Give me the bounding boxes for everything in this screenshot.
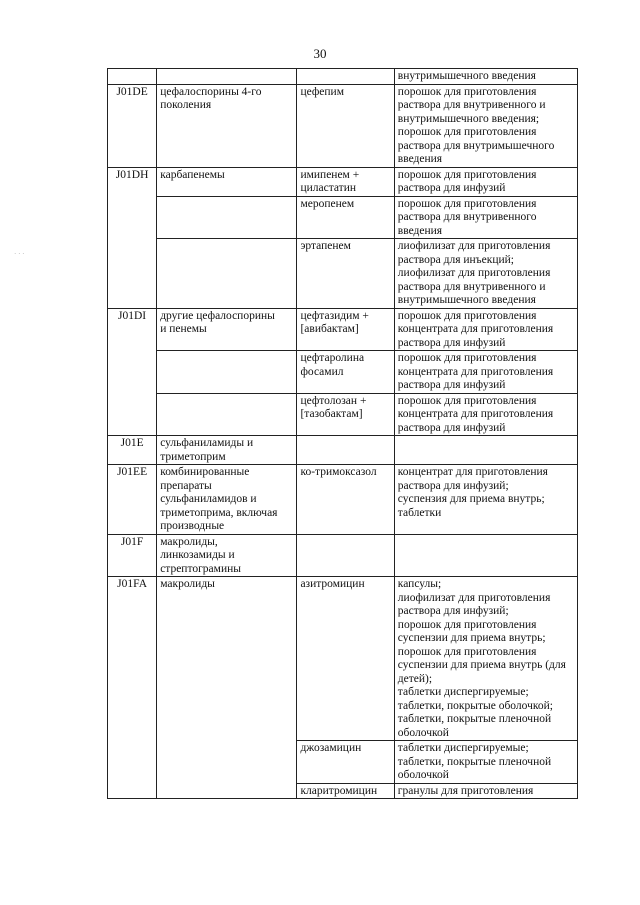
- table-row: [108, 393, 578, 436]
- table-row: [108, 351, 578, 394]
- group-cell: сульфаниламиды и триметоприм: [157, 436, 297, 465]
- group-cell: комбинированные препараты сульфаниламидов и триметоприма, включая производные: [157, 465, 297, 535]
- dosage-form-cell: порошок для приготовления концентрата для приготовления раствора для инфузий: [394, 351, 577, 394]
- dosage-form-cell: порошок для приготовления концентрата для приготовления раствора для инфузий: [394, 308, 577, 351]
- drug-name-cell: меропенем: [297, 196, 394, 239]
- drug-name-cell: цефтазидим + [авибактам]: [297, 308, 394, 351]
- code-cell: [108, 69, 157, 85]
- dosage-form-cell: [394, 436, 577, 465]
- code-cell: J01DI: [108, 308, 157, 436]
- group-cell: макролиды, линкозамиды и стрептограмины: [157, 534, 297, 577]
- group-cell: [157, 196, 297, 239]
- group-cell: [157, 393, 297, 436]
- table-row: [108, 239, 578, 309]
- table-row: [108, 196, 578, 239]
- code-cell: J01EE: [108, 465, 157, 535]
- drug-name-cell: [297, 534, 394, 577]
- code-cell: J01F: [108, 534, 157, 577]
- group-cell: макролиды: [157, 577, 297, 799]
- table-row: [108, 308, 578, 351]
- table-row: [108, 84, 578, 167]
- dosage-form-cell: порошок для приготовления концентрата для приготовления раствора для инфузий: [394, 393, 577, 436]
- drug-table: [107, 68, 578, 799]
- dosage-form-cell: внутримышечного введения: [394, 69, 577, 85]
- table-row: [108, 167, 578, 196]
- dosage-form-cell: порошок для приготовления раствора для внутривенного и внутримышечного введения; порошок для приготовления раствора для внутримышечного введения: [394, 84, 577, 167]
- table-row: [108, 436, 578, 465]
- group-cell: цефалоспорины 4-го поколения: [157, 84, 297, 167]
- drug-name-cell: цефтолозан + [тазобактам]: [297, 393, 394, 436]
- code-cell: J01DE: [108, 84, 157, 167]
- group-cell: [157, 351, 297, 394]
- dosage-form-cell: порошок для приготовления раствора для внутривенного введения: [394, 196, 577, 239]
- dosage-form-cell: [394, 534, 577, 577]
- table-row: [108, 69, 578, 85]
- drug-name-cell: эртапенем: [297, 239, 394, 309]
- table-row: [108, 465, 578, 535]
- drug-name-cell: азитромицин: [297, 577, 394, 741]
- dosage-form-cell: капсулы; лиофилизат для приготовления раствора для инфузий; порошок для приготовления суспензии для приема внутрь; порошок для приготовления суспензии для приема внутрь (для детей); таблетки диспергируемые; таблетки, покрытые оболочкой; таблетки, покрытые пленочной оболочкой: [394, 577, 577, 741]
- page-number: 30: [313, 46, 327, 61]
- drug-name-cell: ко-тримоксазол: [297, 465, 394, 535]
- dosage-form-cell: таблетки диспергируемые; таблетки, покрытые пленочной оболочкой: [394, 741, 577, 784]
- drug-name-cell: [297, 69, 394, 85]
- group-cell: другие цефалоспорины и пенемы: [157, 308, 297, 351]
- dosage-form-cell: порошок для приготовления раствора для инфузий: [394, 167, 577, 196]
- group-cell: [157, 69, 297, 85]
- drug-name-cell: цефтаролина фосамил: [297, 351, 394, 394]
- drug-name-cell: джозамицин: [297, 741, 394, 784]
- drug-name-cell: цефепим: [297, 84, 394, 167]
- margin-mark: · · ·: [14, 250, 25, 258]
- code-cell: J01DH: [108, 167, 157, 308]
- table-row: [108, 577, 578, 741]
- code-cell: J01FA: [108, 577, 157, 799]
- group-cell: [157, 239, 297, 309]
- code-cell: J01E: [108, 436, 157, 465]
- dosage-form-cell: концентрат для приготовления раствора для инфузий; суспензия для приема внутрь; таблетки: [394, 465, 577, 535]
- group-cell: карбапенемы: [157, 167, 297, 196]
- drug-name-cell: [297, 436, 394, 465]
- table-row: [108, 534, 578, 577]
- dosage-form-cell: лиофилизат для приготовления раствора для инъекций; лиофилизат для приготовления раствора для внутривенного и внутримышечного введения: [394, 239, 577, 309]
- drug-name-cell: имипенем + циластатин: [297, 167, 394, 196]
- drug-name-cell: кларитромицин: [297, 783, 394, 799]
- dosage-form-cell: гранулы для приготовления: [394, 783, 577, 799]
